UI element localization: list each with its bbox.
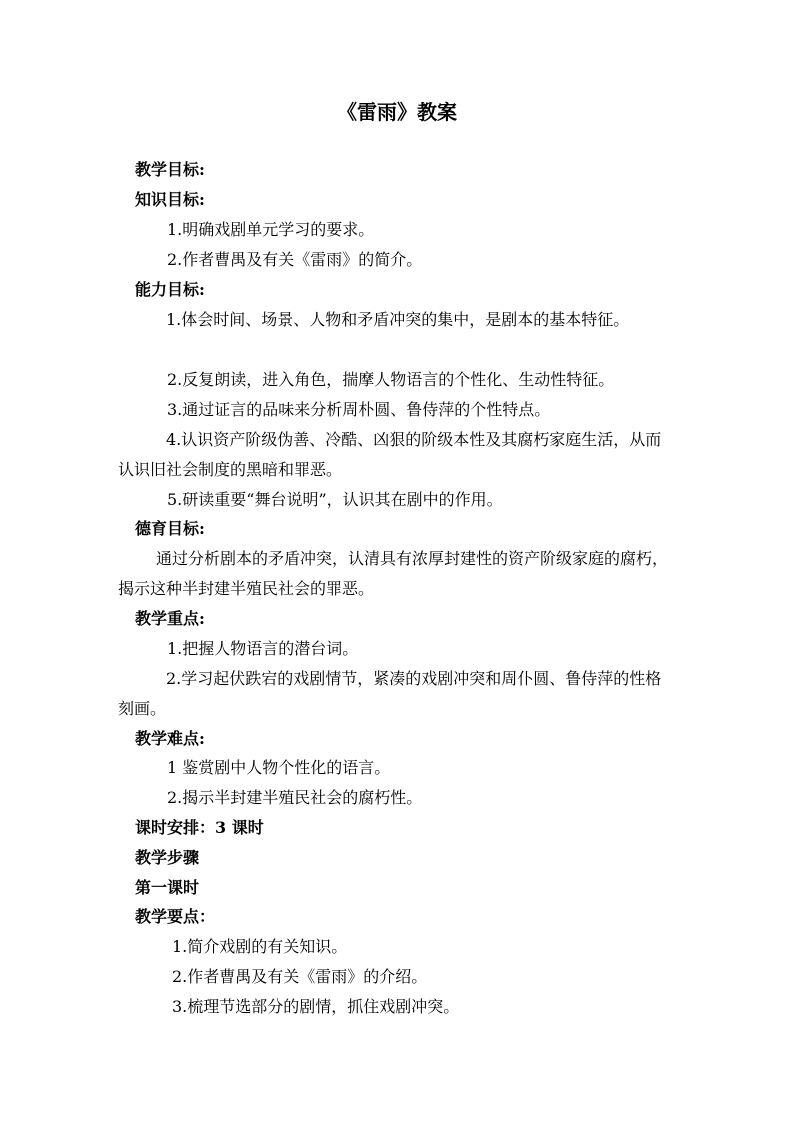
key-points-heading: 教学重点: (135, 609, 205, 628)
ability-goals-heading: 能力目标: (135, 280, 205, 299)
lesson-point-item: 1.简介戏剧的有关知识。 (172, 937, 348, 956)
first-lesson-heading: 第一课时 (135, 878, 200, 897)
ability-goal-item: 4.认识资产阶级伪善、冷酷、凶狠的阶级本性及其腐朽家庭生活，从而认识旧社会制度的黑暗和罪恶。 (118, 430, 662, 479)
ability-goal-item: 3.通过证言的品味来分析周朴圆、鲁侍萍的个性特点。 (167, 400, 551, 419)
difficulties-heading: 教学难点: (135, 729, 205, 748)
lesson-point-item: 2.作者曹禺及有关《雷雨》的介绍。 (172, 967, 428, 986)
difficulty-item: 1 鉴赏剧中人物个性化的语言。 (167, 758, 391, 777)
lesson-point-item: 3.梳理节选部分的剧情，抓住戏剧冲突。 (172, 997, 460, 1016)
key-point-item: 2.学习起伏跌宕的戏剧情节，紧凑的戏剧冲突和周仆圆、鲁侍萍的性格刻画。 (118, 669, 662, 718)
ability-goal-item: 5.研读重要“舞台说明”，认识其在剧中的作用。 (167, 490, 503, 509)
moral-goals-text: 通过分析剧本的矛盾冲突，认清具有浓厚封建性的资产阶级家庭的腐朽，揭示这种半封建半殖民社会的罪恶。 (118, 549, 669, 598)
difficulty-item: 2.揭示半封建半殖民社会的腐朽性。 (167, 788, 423, 807)
moral-goals-heading: 德育目标: (135, 519, 205, 538)
ability-goal-item: 2.反复朗读，进入角色，揣摩人物语言的个性化、生动性特征。 (167, 370, 615, 389)
knowledge-goals-heading: 知识目标: (135, 190, 205, 209)
document-title: 《雷雨》教案 (337, 100, 457, 124)
lesson-points-heading: 教学要点： (135, 907, 216, 926)
key-point-item: 1.把握人物语言的潜台词。 (167, 639, 359, 658)
knowledge-goal-item: 2.作者曹禺及有关《雷雨》的简介。 (167, 250, 423, 269)
knowledge-goal-item: 1.明确戏剧单元学习的要求。 (167, 220, 375, 239)
steps-heading: 教学步骤 (135, 848, 200, 867)
ability-goal-item: 1.体会时间、场景、人物和矛盾冲突的集中，是剧本的基本特征。 (166, 310, 630, 329)
teaching-goals-heading: 教学目标: (135, 160, 205, 179)
schedule: 课时安排：3 课时 (135, 818, 264, 837)
